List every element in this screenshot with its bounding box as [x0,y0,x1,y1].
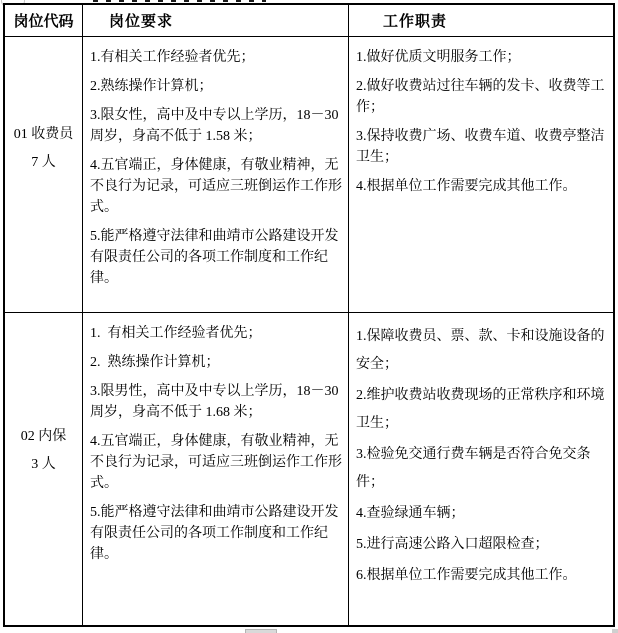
duty-item: 2.维护收费站收费现场的正常秩序和环境卫生； [356,388,605,431]
position-code: 02 内保 [20,429,67,444]
cell-duties-row1 [348,36,613,312]
requirement-item: 1.有相关工作经验者优先； [90,50,255,65]
header-label: 岗位代码 [13,14,74,30]
header-label: 岗位要求 [109,14,174,30]
job-positions-table [3,3,615,627]
header-position-code [5,5,82,36]
requirement-item: 4.五官端正，身体健康，有敬业精神，无不良行为记录，可适应三班倒运作工作形式。 [90,158,342,215]
cell-duties-row2 [348,312,613,625]
header-label: 工作职责 [383,14,448,30]
duty-item: 3.保持收费广场、收费车道、收费亭整洁卫生； [356,129,605,165]
duty-item: 1.保障收费员、票、款、卡和设施设备的安全； [356,329,605,372]
cell-code-row1 [5,36,82,312]
position-headcount: 3 人 [31,457,56,472]
requirement-item: 1. 有相关工作经验者优先； [90,326,262,341]
position-headcount: 7 人 [31,155,56,170]
scrollbar-corner [612,629,618,633]
duty-item: 5.进行高速公路入口超限检查； [356,537,549,552]
requirement-item: 3.限男性，高中及中专以上学历，18－30周岁，身高不低于 1.68 米； [90,384,339,420]
requirement-item: 5.能严格遵守法律和曲靖市公路建设开发有限责任公司的各项工作制度和工作纪律。 [90,229,339,286]
horizontal-scrollbar-thumb[interactable] [245,629,277,633]
duty-item: 4.根据单位工作需要完成其他工作。 [356,179,577,194]
requirement-item: 4.五官端正，身体健康，有敬业精神，无不良行为记录，可适应三班倒运作工作形式。 [90,434,342,491]
duty-item: 4.查验绿通车辆； [356,506,465,521]
cell-requirements-row1 [82,36,348,312]
cell-code-row2 [5,312,82,625]
clipped-text-remnant [93,0,266,2]
cell-requirements-row2 [82,312,348,625]
duty-item: 1.做好优质文明服务工作； [356,50,521,65]
requirement-item: 2. 熟练操作计算机； [90,355,220,370]
header-position-requirements [82,5,348,36]
requirement-item: 5.能严格遵守法律和曲靖市公路建设开发有限责任公司的各项工作制度和工作纪律。 [90,505,339,562]
duty-item: 6.根据单位工作需要完成其他工作。 [356,568,577,583]
header-job-duties [348,5,613,36]
position-code: 01 收费员 [13,127,74,142]
duty-item: 3.检验免交通行费车辆是否符合免交条件； [356,447,591,490]
duty-item: 2.做好收费站过往车辆的发卡、收费等工作； [356,79,605,115]
requirement-item: 3.限女性，高中及中专以上学历，18－30周岁，身高不低于 1.58 米； [90,108,339,144]
requirement-item: 2.熟练操作计算机； [90,79,213,94]
